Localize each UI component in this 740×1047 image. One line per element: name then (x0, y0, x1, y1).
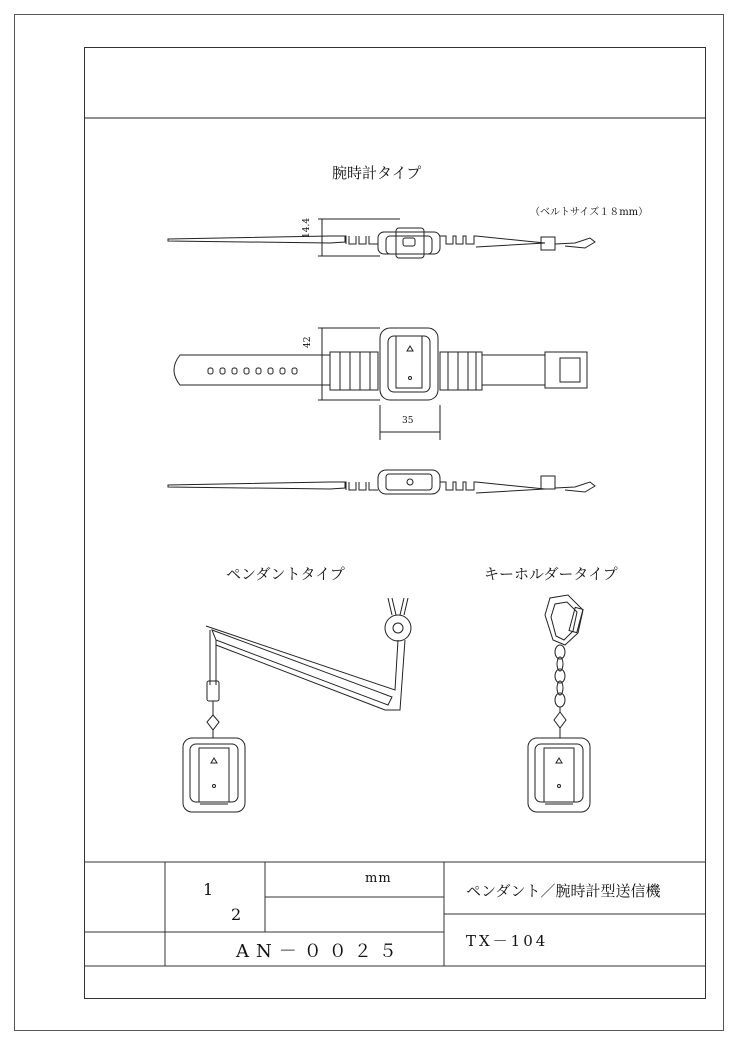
dim-label-horizontal: 35 (402, 416, 414, 426)
strap-holes (208, 368, 297, 374)
keyholder-illustration (528, 595, 590, 812)
wristwatch-side-view (168, 219, 595, 258)
dim-label-vertical: 42 (303, 336, 313, 348)
wristwatch-bottom-view (168, 470, 595, 494)
pendant-illustration (183, 598, 411, 812)
title-block-model: TX－104 (466, 932, 549, 950)
title-block-num-1: 1 (203, 880, 214, 899)
title-block-num-2: 2 (231, 905, 242, 924)
keyholder-type-title: キーホルダータイプ (484, 565, 618, 583)
belt-size-note: （ベルトサイズ１８mm） (530, 207, 649, 218)
wristwatch-type-title: 腕時計タイプ (332, 164, 422, 182)
title-block-unit: mm (365, 871, 392, 886)
title-block-drawing-number: AN－００２５ (236, 941, 404, 962)
dim-label-height: 14.4 (302, 217, 312, 238)
chain-links (555, 645, 565, 707)
pendant-type-title: ペンダントタイプ (226, 565, 345, 583)
wristwatch-top-view (174, 328, 587, 440)
title-block-product-name: ペンダント／腕時計型送信機 (466, 882, 661, 900)
